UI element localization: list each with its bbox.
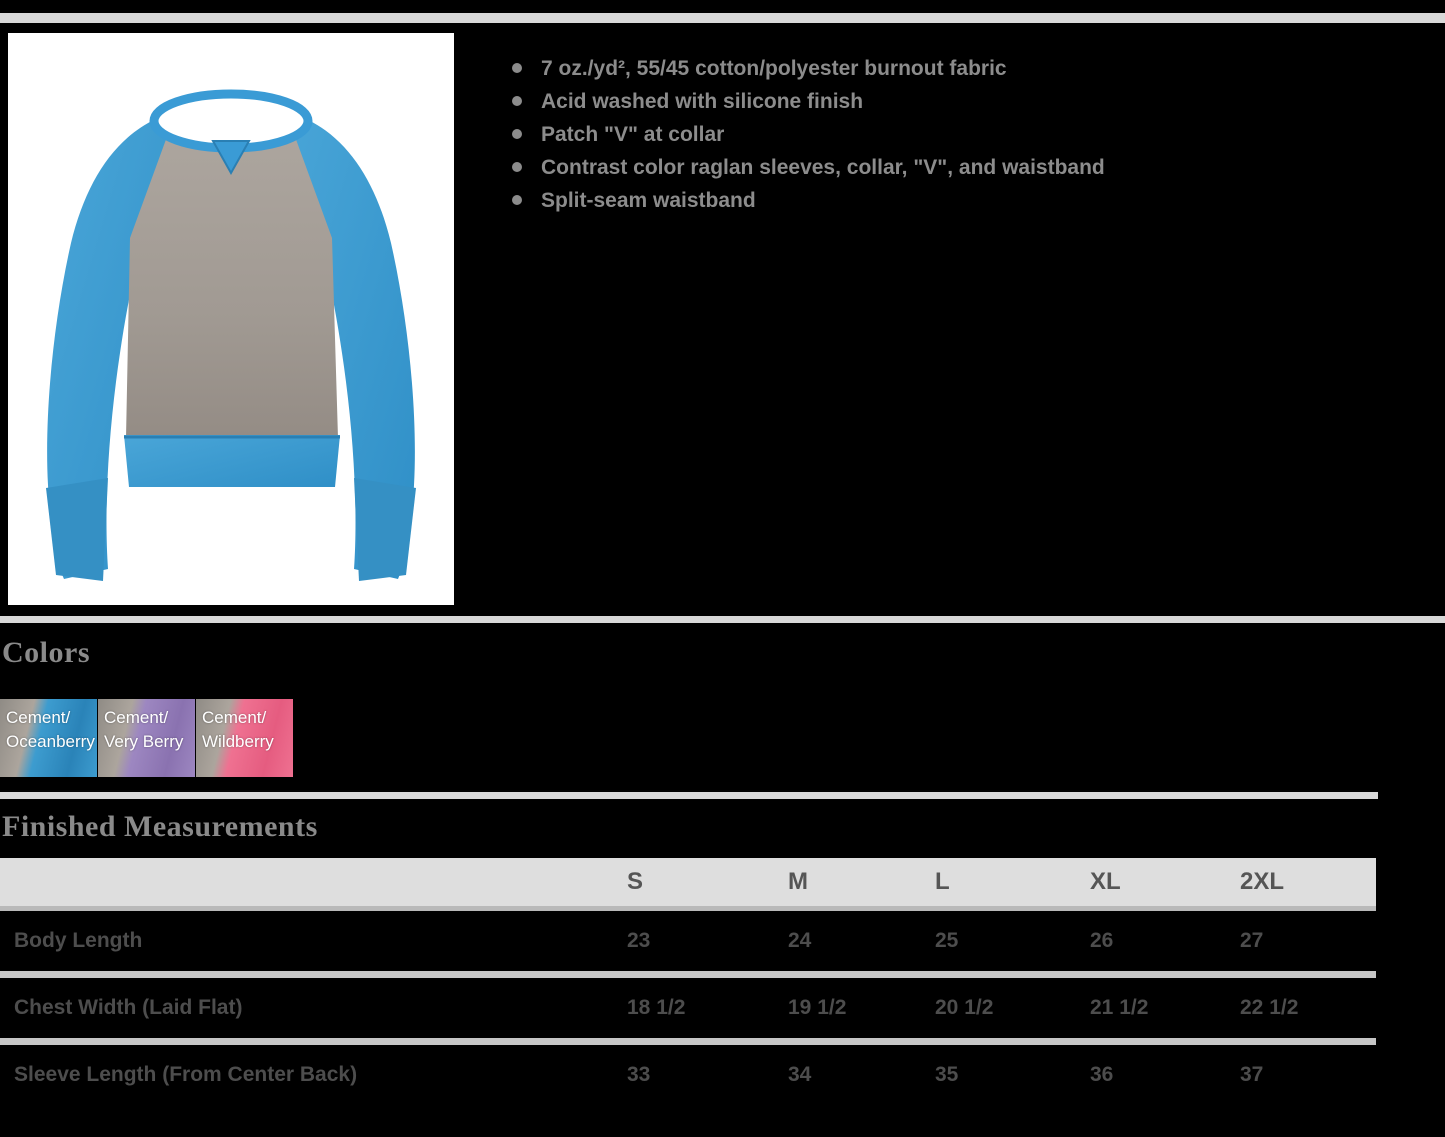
row-label: Chest Width (Laid Flat) <box>14 996 243 1019</box>
cell-value: 24 <box>788 929 812 952</box>
row-divider <box>0 971 1376 978</box>
table-row-chest-width <box>0 978 1376 1038</box>
cell-value: 21 1/2 <box>1090 996 1149 1019</box>
bullet-icon <box>512 162 522 172</box>
section-divider <box>0 616 1445 623</box>
cell-value: 19 1/2 <box>788 996 847 1019</box>
feature-text: 7 oz./yd², 55/45 cotton/polyester burnout fabric <box>541 57 1007 80</box>
row-label: Body Length <box>14 929 143 952</box>
feature-text: Contrast color raglan sleeves, collar, "V", and waistband <box>541 156 1105 179</box>
cell-value: 18 1/2 <box>627 996 686 1019</box>
size-header-l: L <box>935 868 950 895</box>
feature-item <box>512 184 1412 217</box>
bullet-icon <box>512 96 522 106</box>
table-row-body-length <box>0 911 1376 971</box>
size-header-2xl: 2XL <box>1240 868 1285 895</box>
size-header-xl: XL <box>1090 868 1121 895</box>
feature-item <box>512 118 1412 151</box>
bullet-icon <box>512 63 522 73</box>
measurements-table <box>0 858 1376 1105</box>
sweatshirt-illustration <box>8 33 454 605</box>
cell-value: 22 1/2 <box>1240 996 1299 1019</box>
cell-value: 33 <box>627 1063 651 1086</box>
size-header-m: M <box>788 868 808 895</box>
measurements-section-title: Finished Measurements <box>2 810 318 843</box>
feature-text: Split-seam waistband <box>541 189 756 212</box>
cell-value: 36 <box>1090 1063 1114 1086</box>
feature-item <box>512 151 1412 184</box>
cell-value: 35 <box>935 1063 959 1086</box>
size-header-s: S <box>627 868 644 895</box>
top-divider <box>0 13 1445 23</box>
row-divider <box>0 1038 1376 1045</box>
feature-text: Patch "V" at collar <box>541 123 725 146</box>
feature-list <box>512 52 1412 217</box>
color-swatch-row <box>0 699 293 777</box>
feature-item <box>512 85 1412 118</box>
section-divider <box>0 792 1378 799</box>
size-header-row <box>0 858 1376 911</box>
bullet-icon <box>512 129 522 139</box>
cell-value: 34 <box>788 1063 812 1086</box>
color-swatch-cement-oceanberry <box>0 699 97 777</box>
cell-value: 25 <box>935 929 959 952</box>
cell-value: 20 1/2 <box>935 996 994 1019</box>
cell-value: 23 <box>627 929 651 952</box>
row-label: Sleeve Length (From Center Back) <box>14 1063 358 1086</box>
bullet-icon <box>512 195 522 205</box>
color-swatch-cement-very-berry <box>98 699 195 777</box>
colors-section-title: Colors <box>2 636 90 669</box>
product-image <box>8 33 454 605</box>
table-row-sleeve-length <box>0 1045 1376 1105</box>
feature-item <box>512 52 1412 85</box>
cell-value: 26 <box>1090 929 1114 952</box>
cell-value: 37 <box>1240 1063 1264 1086</box>
color-swatch-cement-wildberry <box>196 699 293 777</box>
swatch-label: Cement/ Wildberry <box>202 708 274 751</box>
feature-text: Acid washed with silicone finish <box>541 90 864 113</box>
swatch-label: Cement/ Oceanberry <box>6 708 95 751</box>
cell-value: 27 <box>1240 929 1264 952</box>
swatch-label: Cement/ Very Berry <box>104 708 184 751</box>
